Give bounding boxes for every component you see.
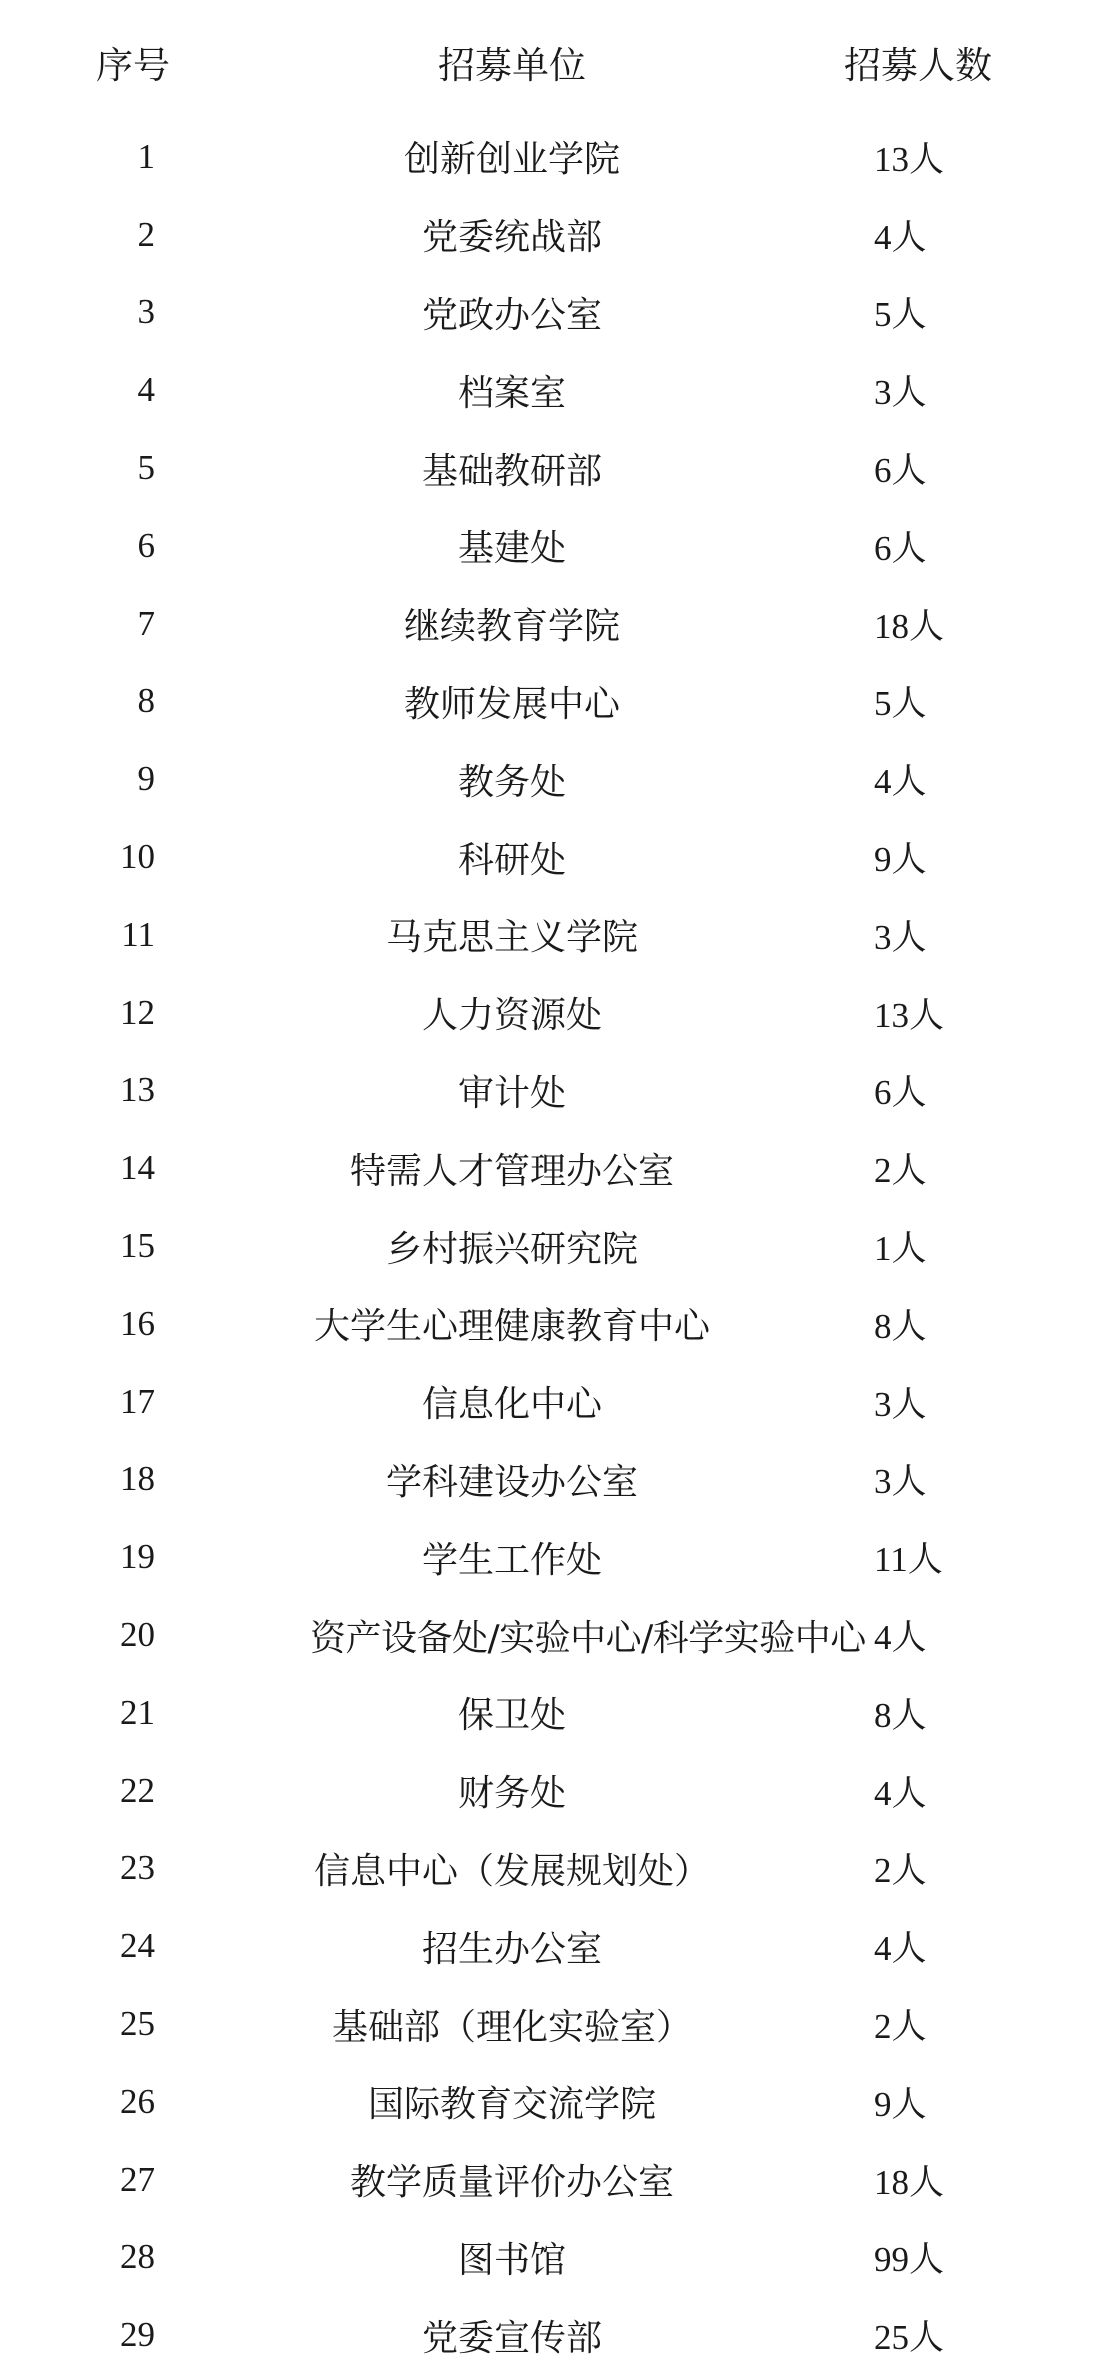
row-index: 12 <box>120 992 155 1032</box>
row-count: 18人 <box>874 606 945 646</box>
row-count: 4人 <box>874 1929 927 1969</box>
table-row <box>0 2063 1114 2141</box>
row-count: 4人 <box>874 217 927 257</box>
header-count: 招募人数 <box>844 44 992 87</box>
table-row <box>0 196 1114 274</box>
row-count: 6人 <box>874 451 927 491</box>
table-row <box>0 585 1114 663</box>
table-row <box>0 1985 1114 2063</box>
row-unit: 马克思主义学院 <box>385 917 638 959</box>
row-unit: 基础部（理化实验室） <box>331 2006 692 2048</box>
row-index: 4 <box>137 370 155 410</box>
table-row <box>0 118 1114 196</box>
row-index: 20 <box>120 1615 155 1655</box>
row-index: 8 <box>137 681 155 721</box>
row-unit: 学生工作处 <box>421 1539 602 1581</box>
header-index: 序号 <box>96 44 170 87</box>
table-row <box>0 1363 1114 1441</box>
row-index: 26 <box>120 2081 155 2121</box>
row-index: 15 <box>120 1226 155 1266</box>
row-count: 8人 <box>874 1695 927 1735</box>
row-index: 14 <box>120 1148 155 1188</box>
row-index: 1 <box>137 136 155 176</box>
table-row <box>0 1830 1114 1908</box>
table-body <box>0 118 1114 2374</box>
table-row <box>0 1285 1114 1363</box>
table-row <box>0 2219 1114 2297</box>
table-row <box>0 1441 1114 1519</box>
row-count: 13人 <box>874 995 945 1035</box>
row-count: 18人 <box>874 2162 945 2202</box>
row-index: 29 <box>120 2315 155 2355</box>
row-unit: 教师发展中心 <box>403 683 620 725</box>
table-row <box>0 274 1114 352</box>
row-unit: 人力资源处 <box>421 995 602 1037</box>
row-count: 3人 <box>874 1384 927 1424</box>
row-unit: 档案室 <box>457 372 566 414</box>
row-unit: 信息中心（发展规划处） <box>313 1850 710 1892</box>
row-index: 27 <box>120 2159 155 2199</box>
row-index: 5 <box>137 448 155 488</box>
row-count: 3人 <box>874 373 927 413</box>
row-count: 4人 <box>874 1773 927 1813</box>
row-unit: 保卫处 <box>457 1695 566 1737</box>
row-index: 19 <box>120 1537 155 1577</box>
row-unit: 大学生心理健康教育中心 <box>313 1306 710 1348</box>
row-unit: 基建处 <box>457 528 566 570</box>
table-row <box>0 1596 1114 1674</box>
row-index: 24 <box>120 1926 155 1966</box>
table-row <box>0 1207 1114 1285</box>
table-row <box>0 896 1114 974</box>
table-row <box>0 429 1114 507</box>
row-count: 4人 <box>874 762 927 802</box>
header-row <box>0 0 1114 118</box>
row-unit: 乡村振兴研究院 <box>385 1228 638 1270</box>
row-count: 2人 <box>874 1851 927 1891</box>
row-count: 5人 <box>874 295 927 335</box>
table-row <box>0 974 1114 1052</box>
row-count: 2人 <box>874 1151 927 1191</box>
row-index: 25 <box>120 2004 155 2044</box>
table-row <box>0 1907 1114 1985</box>
table-row <box>0 1674 1114 1752</box>
row-count: 1人 <box>874 1229 927 1269</box>
row-unit: 基础教研部 <box>421 450 602 492</box>
row-index: 3 <box>137 292 155 332</box>
row-index: 28 <box>120 2237 155 2277</box>
row-count: 13人 <box>874 139 945 179</box>
table-row <box>0 1052 1114 1130</box>
row-unit: 创新创业学院 <box>403 139 620 181</box>
table-row <box>0 2141 1114 2219</box>
row-unit: 信息化中心 <box>421 1384 602 1426</box>
row-index: 7 <box>137 603 155 643</box>
row-index: 11 <box>121 914 155 954</box>
table-row <box>0 2296 1114 2374</box>
row-unit: 教学质量评价办公室 <box>349 2162 674 2204</box>
row-count: 3人 <box>874 917 927 957</box>
row-count: 2人 <box>874 2007 927 2047</box>
row-index: 2 <box>137 214 155 254</box>
header-unit: 招募单位 <box>438 44 586 87</box>
row-unit: 科研处 <box>457 839 566 881</box>
table-row <box>0 818 1114 896</box>
table-row <box>0 1752 1114 1830</box>
table-row <box>0 1129 1114 1207</box>
table-row <box>0 740 1114 818</box>
row-count: 8人 <box>874 1306 927 1346</box>
row-count: 11人 <box>874 1540 943 1580</box>
row-unit: 教务处 <box>457 761 566 803</box>
row-count: 6人 <box>874 1073 927 1113</box>
row-unit: 继续教育学院 <box>403 606 620 648</box>
row-index: 10 <box>120 837 155 877</box>
row-unit: 党政办公室 <box>421 294 602 336</box>
row-unit: 招生办公室 <box>421 1928 602 1970</box>
row-count: 3人 <box>874 1462 927 1502</box>
row-index: 17 <box>120 1381 155 1421</box>
row-unit: 图书馆 <box>457 2239 566 2281</box>
row-unit: 学科建设办公室 <box>385 1461 638 1503</box>
row-unit: 特需人才管理办公室 <box>349 1150 674 1192</box>
row-index: 6 <box>137 525 155 565</box>
row-index: 21 <box>120 1692 155 1732</box>
table-row <box>0 507 1114 585</box>
row-index: 13 <box>120 1070 155 1110</box>
row-count: 25人 <box>874 2318 945 2358</box>
row-index: 18 <box>120 1459 155 1499</box>
row-index: 9 <box>137 759 155 799</box>
row-count: 6人 <box>874 528 927 568</box>
row-count: 99人 <box>874 2240 945 2280</box>
row-unit: 党委宣传部 <box>421 2317 602 2359</box>
table-row <box>0 663 1114 741</box>
row-count: 4人 <box>874 1618 927 1658</box>
row-unit: 资产设备处/实验中心/科学实验中心 <box>310 1617 866 1659</box>
table-row <box>0 1518 1114 1596</box>
table-row <box>0 351 1114 429</box>
row-index: 22 <box>120 1770 155 1810</box>
row-count: 9人 <box>874 840 927 880</box>
row-count: 9人 <box>874 2084 927 2124</box>
row-unit: 党委统战部 <box>421 217 602 259</box>
row-unit: 审计处 <box>457 1072 566 1114</box>
row-unit: 国际教育交流学院 <box>367 2084 656 2126</box>
table-header <box>0 0 1114 118</box>
row-index: 23 <box>120 1848 155 1888</box>
row-unit: 财务处 <box>457 1773 566 1815</box>
row-count: 5人 <box>874 684 927 724</box>
row-index: 16 <box>120 1303 155 1343</box>
